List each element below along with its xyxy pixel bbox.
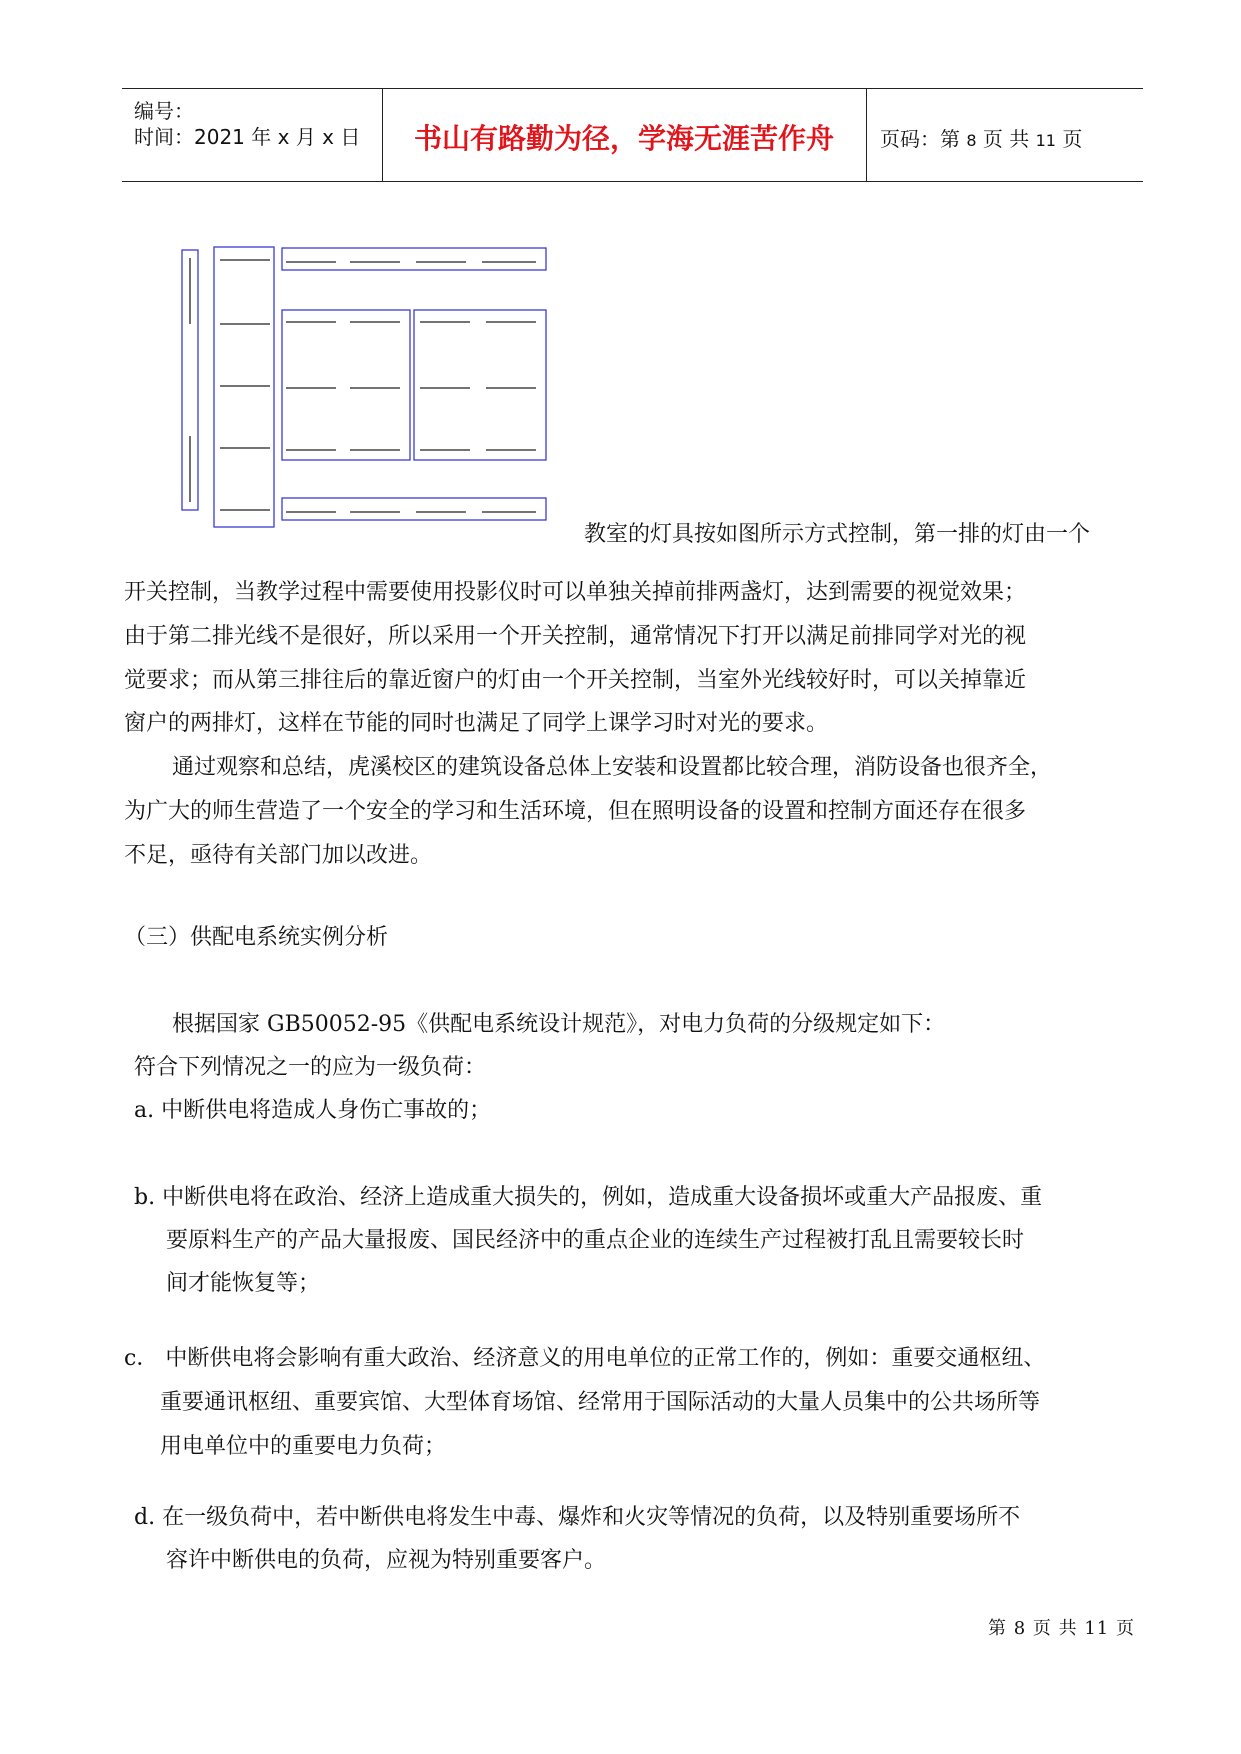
header-info-cell [122, 89, 383, 181]
header-motto-cell [382, 89, 867, 181]
page-footer: 第 8 页 共 11 页 [988, 1618, 1135, 1639]
paragraph-2-line-2: 为广大的师生营造了一个安全的学习和生活环境，但在照明设备的设置和控制方面还存在很多 [124, 799, 1027, 824]
page-mid: 页 共 [982, 127, 1030, 151]
page-suffix: 页 [1062, 127, 1083, 151]
list-item-d-line-2: 容许中断供电的负荷，应视为特别重要客户。 [166, 1548, 607, 1573]
list-item-c-line-3: 用电单位中的重要电力负荷； [160, 1434, 447, 1459]
paragraph-1-line-2: 开关控制，当教学过程中需要使用投影仪时可以单独关掉前排两盏灯，达到需要的视觉效果； [124, 580, 1027, 605]
list-item-a: a. 中断供电将造成人身伤亡事故的； [134, 1098, 492, 1123]
list-item-c-line-2: 重要通讯枢纽、重要宾馆、大型体育场馆、经常用于国际活动的大量人员集中的公共场所等 [160, 1390, 1041, 1415]
page-total: 11 [1035, 131, 1056, 150]
column-fixture-box [214, 247, 274, 527]
diagram-outlines [182, 247, 546, 527]
paragraph-1-line-1: 教室的灯具按如图所示方式控制，第一排的灯由一个 [584, 522, 1091, 547]
paragraph-1-line-3: 由于第二排光线不是很好，所以采用一个开关控制，通常情况下打开以满足前排同学对光的视 [124, 624, 1027, 649]
header-page-number [880, 123, 1082, 152]
page-prefix: 页码：第 [880, 127, 960, 151]
document-time-label: 时间：2021 年 x 月 x 日 [134, 125, 361, 149]
paragraph-3-line-2: 符合下列情况之一的应为一级负荷： [134, 1055, 487, 1080]
section-heading: （三）供配电系统实例分析 [124, 925, 389, 950]
header-page-cell [866, 89, 1143, 181]
list-item-d-line-1: d. 在一级负荷中，若中断供电将发生中毒、爆炸和火灾等情况的负荷，以及特别重要场所不 [134, 1505, 1021, 1530]
page-current: 8 [966, 131, 977, 150]
middle-right-block [414, 310, 546, 460]
list-item-b-line-1: b. 中断供电将在政治、经济上造成重大损失的，例如，造成重大设备损坏或重大产品报废、重 [134, 1185, 1043, 1210]
list-item-c-line-1: c． 中断供电将会影响有重大政治、经济意义的用电单位的正常工作的，例如：重要交通枢纽、 [124, 1346, 1046, 1371]
paragraph-3-line-1: 根据国家 GB50052-95《供配电系统设计规范》，对电力负荷的分级规定如下： [172, 1012, 946, 1037]
header-motto: 书山有路勤为径，学海无涯苦作舟 [413, 122, 834, 155]
paragraph-1-line-4: 觉要求；而从第三排往后的靠近窗户的灯由一个开关控制，当室外光线较好时，可以关掉靠近 [124, 668, 1027, 693]
list-item-b-line-3: 间才能恢复等； [166, 1271, 321, 1296]
diagram-lamps [190, 258, 536, 512]
page-header [122, 88, 1143, 182]
paragraph-2-line-3: 不足，亟待有关部门加以改进。 [124, 843, 433, 868]
document-number-label: 编号： [134, 99, 194, 123]
top-row-box [282, 248, 546, 270]
middle-left-block [282, 310, 410, 460]
bottom-row-box [282, 498, 546, 520]
paragraph-1-line-5: 窗户的两排灯，这样在节能的同时也满足了同学上课学习时对光的要求。 [124, 711, 829, 736]
paragraph-2-line-1: 通过观察和总结，虎溪校区的建筑设备总体上安装和设置都比较合理，消防设备也很齐全， [172, 755, 1053, 780]
list-item-b-line-2: 要原料生产的产品大量报废、国民经济中的重点企业的连续生产过程被打乱且需要较长时 [166, 1228, 1025, 1253]
classroom-light-layout-diagram [170, 240, 550, 530]
